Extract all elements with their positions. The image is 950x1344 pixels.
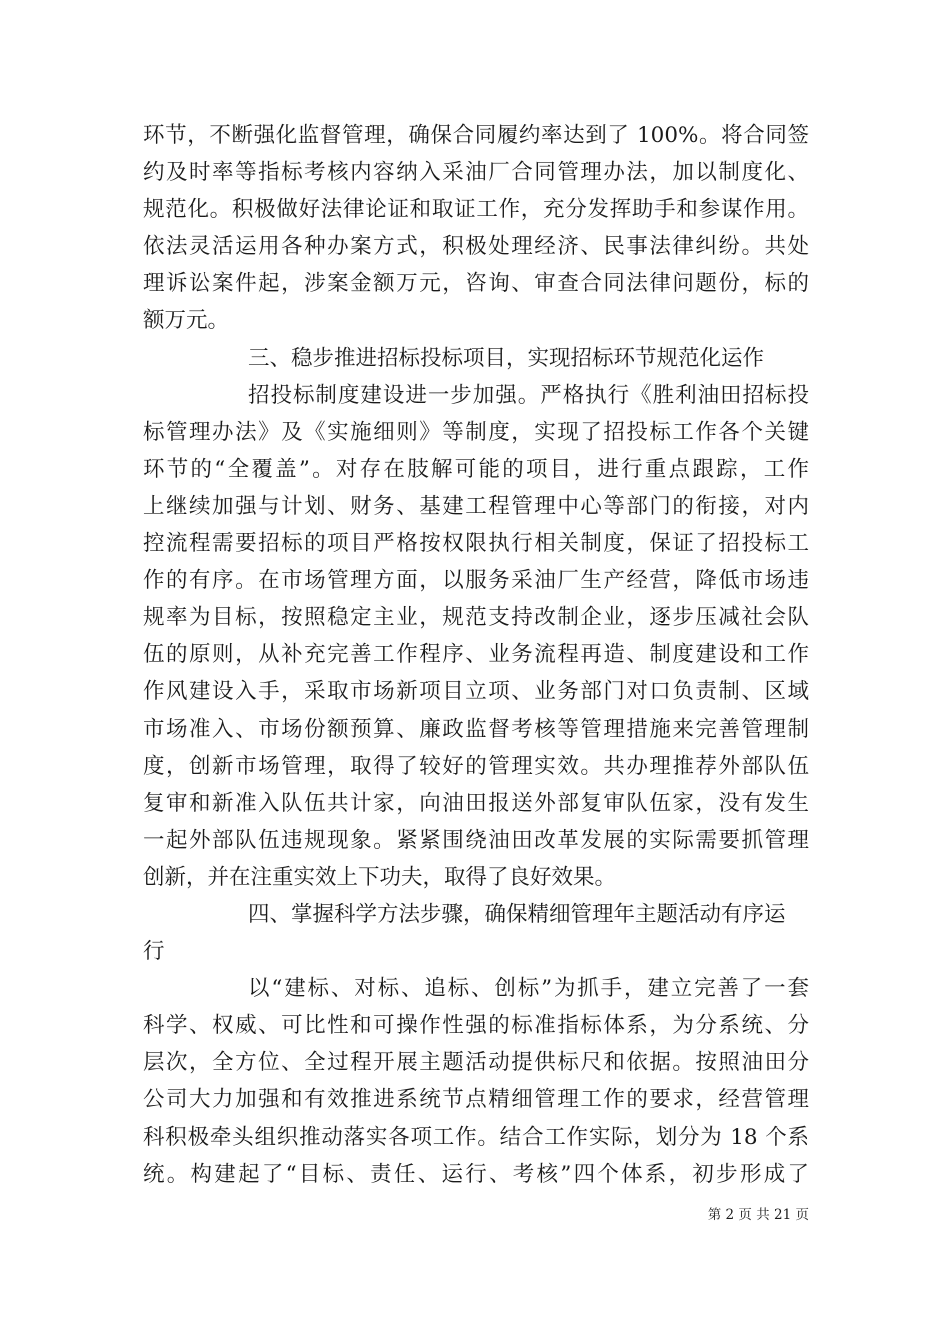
text-line: 作的有序。在市场管理方面，以服务采油厂生产经营，降低市场违 [143, 568, 809, 594]
text-line: 依法灵活运用各种办案方式，积极处理经济、民事法律纠纷。共处 [143, 234, 809, 260]
text-line: 招投标制度建设进一步加强。严格执行《胜利油田招标投 [248, 382, 809, 408]
text-line: 科积极牵头组织推动落实各项工作。结合工作实际，划分为 18 个系 [143, 1124, 809, 1150]
document-body [143, 117, 809, 1193]
text-line: 度，创新市场管理，取得了较好的管理实效。共办理推荐外部队伍 [143, 753, 809, 779]
text-line: 作风建设入手，采取市场新项目立项、业务部门对口负责制、区域 [143, 679, 809, 705]
text-line: 科学、权威、可比性和可操作性强的标准指标体系，为分系统、分 [143, 1013, 809, 1039]
text-line: 额万元。 [143, 308, 230, 334]
text-line: 一起外部队伍违规现象。紧紧围绕油田改革发展的实际需要抓管理 [143, 827, 809, 853]
text-line: 约及时率等指标考核内容纳入采油厂合同管理办法，加以制度化、 [143, 160, 809, 186]
section-heading-line: 三、稳步推进招标投标项目，实现招标环节规范化运作 [248, 345, 765, 371]
text-line: 复审和新准入队伍共计家，向油田报送外部复审队伍家，没有发生 [143, 790, 809, 816]
text-line: 市场准入、市场份额预算、廉政监督考核等管理措施来完善管理制 [143, 716, 809, 742]
text-line: 标管理办法》及《实施细则》等制度，实现了招投标工作各个关键 [143, 419, 809, 445]
text-line: 规范化。积极做好法律论证和取证工作，充分发挥助手和参谋作用。 [143, 197, 809, 223]
text-line: 规率为目标，按照稳定主业，规范支持改制企业，逐步压减社会队 [143, 605, 809, 631]
text-line: 公司大力加强和有效推进系统节点精细管理工作的要求，经营管理 [143, 1087, 809, 1113]
text-line: 行 [143, 939, 165, 965]
text-line: 伍的原则，从补充完善工作程序、业务流程再造、制度建设和工作 [143, 642, 809, 668]
text-line: 以“建标、对标、追标、创标”为抓手，建立完善了一套 [248, 976, 809, 1002]
text-line: 理诉讼案件起，涉案金额万元，咨询、审查合同法律问题份，标的 [143, 271, 809, 297]
text-line: 环节，不断强化监督管理，确保合同履约率达到了 100%。将合同签 [143, 123, 809, 148]
text-line: 统。构建起了“目标、责任、运行、考核”四个体系，初步形成了 [143, 1161, 809, 1187]
text-line: 控流程需要招标的项目严格按权限执行相关制度，保证了招投标工 [143, 531, 809, 557]
page-number: 第 2 页 共 21 页 [707, 1207, 809, 1223]
text-line: 创新，并在注重实效上下功夫，取得了良好效果。 [143, 864, 617, 890]
text-line: 层次，全方位、全过程开展主题活动提供标尺和依据。按照油田分 [143, 1050, 809, 1076]
text-line: 环节的“全覆盖”。对存在肢解可能的项目，进行重点跟踪，工作 [143, 456, 809, 482]
text-line: 上继续加强与计划、财务、基建工程管理中心等部门的衔接，对内 [143, 493, 809, 519]
section-heading-line: 四、掌握科学方法步骤，确保精细管理年主题活动有序运 [248, 901, 786, 927]
